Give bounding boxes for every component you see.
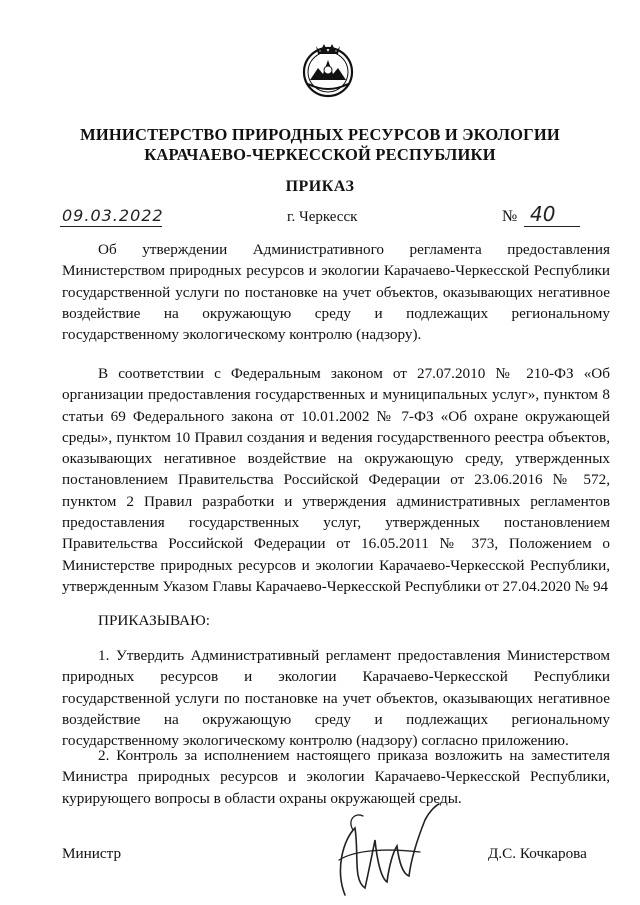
legal-basis: В соответствии с Федеральным законом от 27.07.2010 № 210-ФЗ «Об организации предоставления государственных и муниципальных услуг», пунктом 8 статьи 69 Федерального закона от 10.01.2002 № 7-ФЗ «Об охране окружающей среды», пунктом 10 Правил создания и ведения государственного реестра объектов, оказывающих негативное воздействие на окружающую среду, утвержденных постановлением Правительства Российской Федерации от 23.06.2016 № 572, пунктом 2 Правил разработки и утверждения административных регламентов предоставления государственных услуг, утвержденных постановлением Правительства Российской Федерации от 16.05.2011 № 373, Положением о Министерстве природных ресурсов и экологии Карачаево-Черкесской Республики, утвержденным Указом Главы Карачаево-Черкесской Республики от 27.04.2020 № 94 [62,365,610,595]
order-word: ПРИКАЗЫВАЮ: [98,612,210,629]
ministry-name-line1: МИНИСТЕРСТВО ПРИРОДНЫХ РЕСУРСОВ И ЭКОЛОГИИ [80,125,560,144]
signatory-name: Д.С. Кочкарова [488,845,587,862]
signatory-role: Министр [62,845,122,862]
coat-of-arms-icon [296,38,360,102]
order-item-1: 1. Утвердить Административный регламент предоставления Министерством природных ресурсов и экологии Карачаево-Черкесской Республики государственной услуги по постановке на учет объектов, оказывающих негативное воздействие на окружающую среду и подлежащих региональному государственному экологическому контролю (надзору) согласно приложению. [62,647,610,750]
number-underline [524,226,580,227]
ministry-name-line2: КАРАЧАЕВО-ЧЕРКЕССКОЙ РЕСПУБЛИКИ [144,145,496,164]
order-number: 40 [530,202,556,226]
document-type: ПРИКАЗ [285,178,355,195]
order-subject: Об утверждении Административного регламента предоставления Министерством природных ресурсов и экологии Карачаево-Черкесской Республики государственной услуги по постановке на учет объектов, оказывающих негативное воздействие на окружающую среду и подлежащих региональному государственному экологическому контролю (надзору). [62,241,610,344]
handwritten-signature [325,800,455,905]
order-item-2: 2. Контроль за исполнением настоящего приказа возложить на заместителя Министра природных ресурсов и экологии Карачаево-Черкесской Республики, курирующего вопросы в области охраны окружающей среды. [62,747,610,807]
number-sign: № [502,208,518,225]
date-underline [60,226,162,227]
order-date: 09.03.2022 [62,206,164,225]
order-city: г. Черкесск [287,209,358,225]
